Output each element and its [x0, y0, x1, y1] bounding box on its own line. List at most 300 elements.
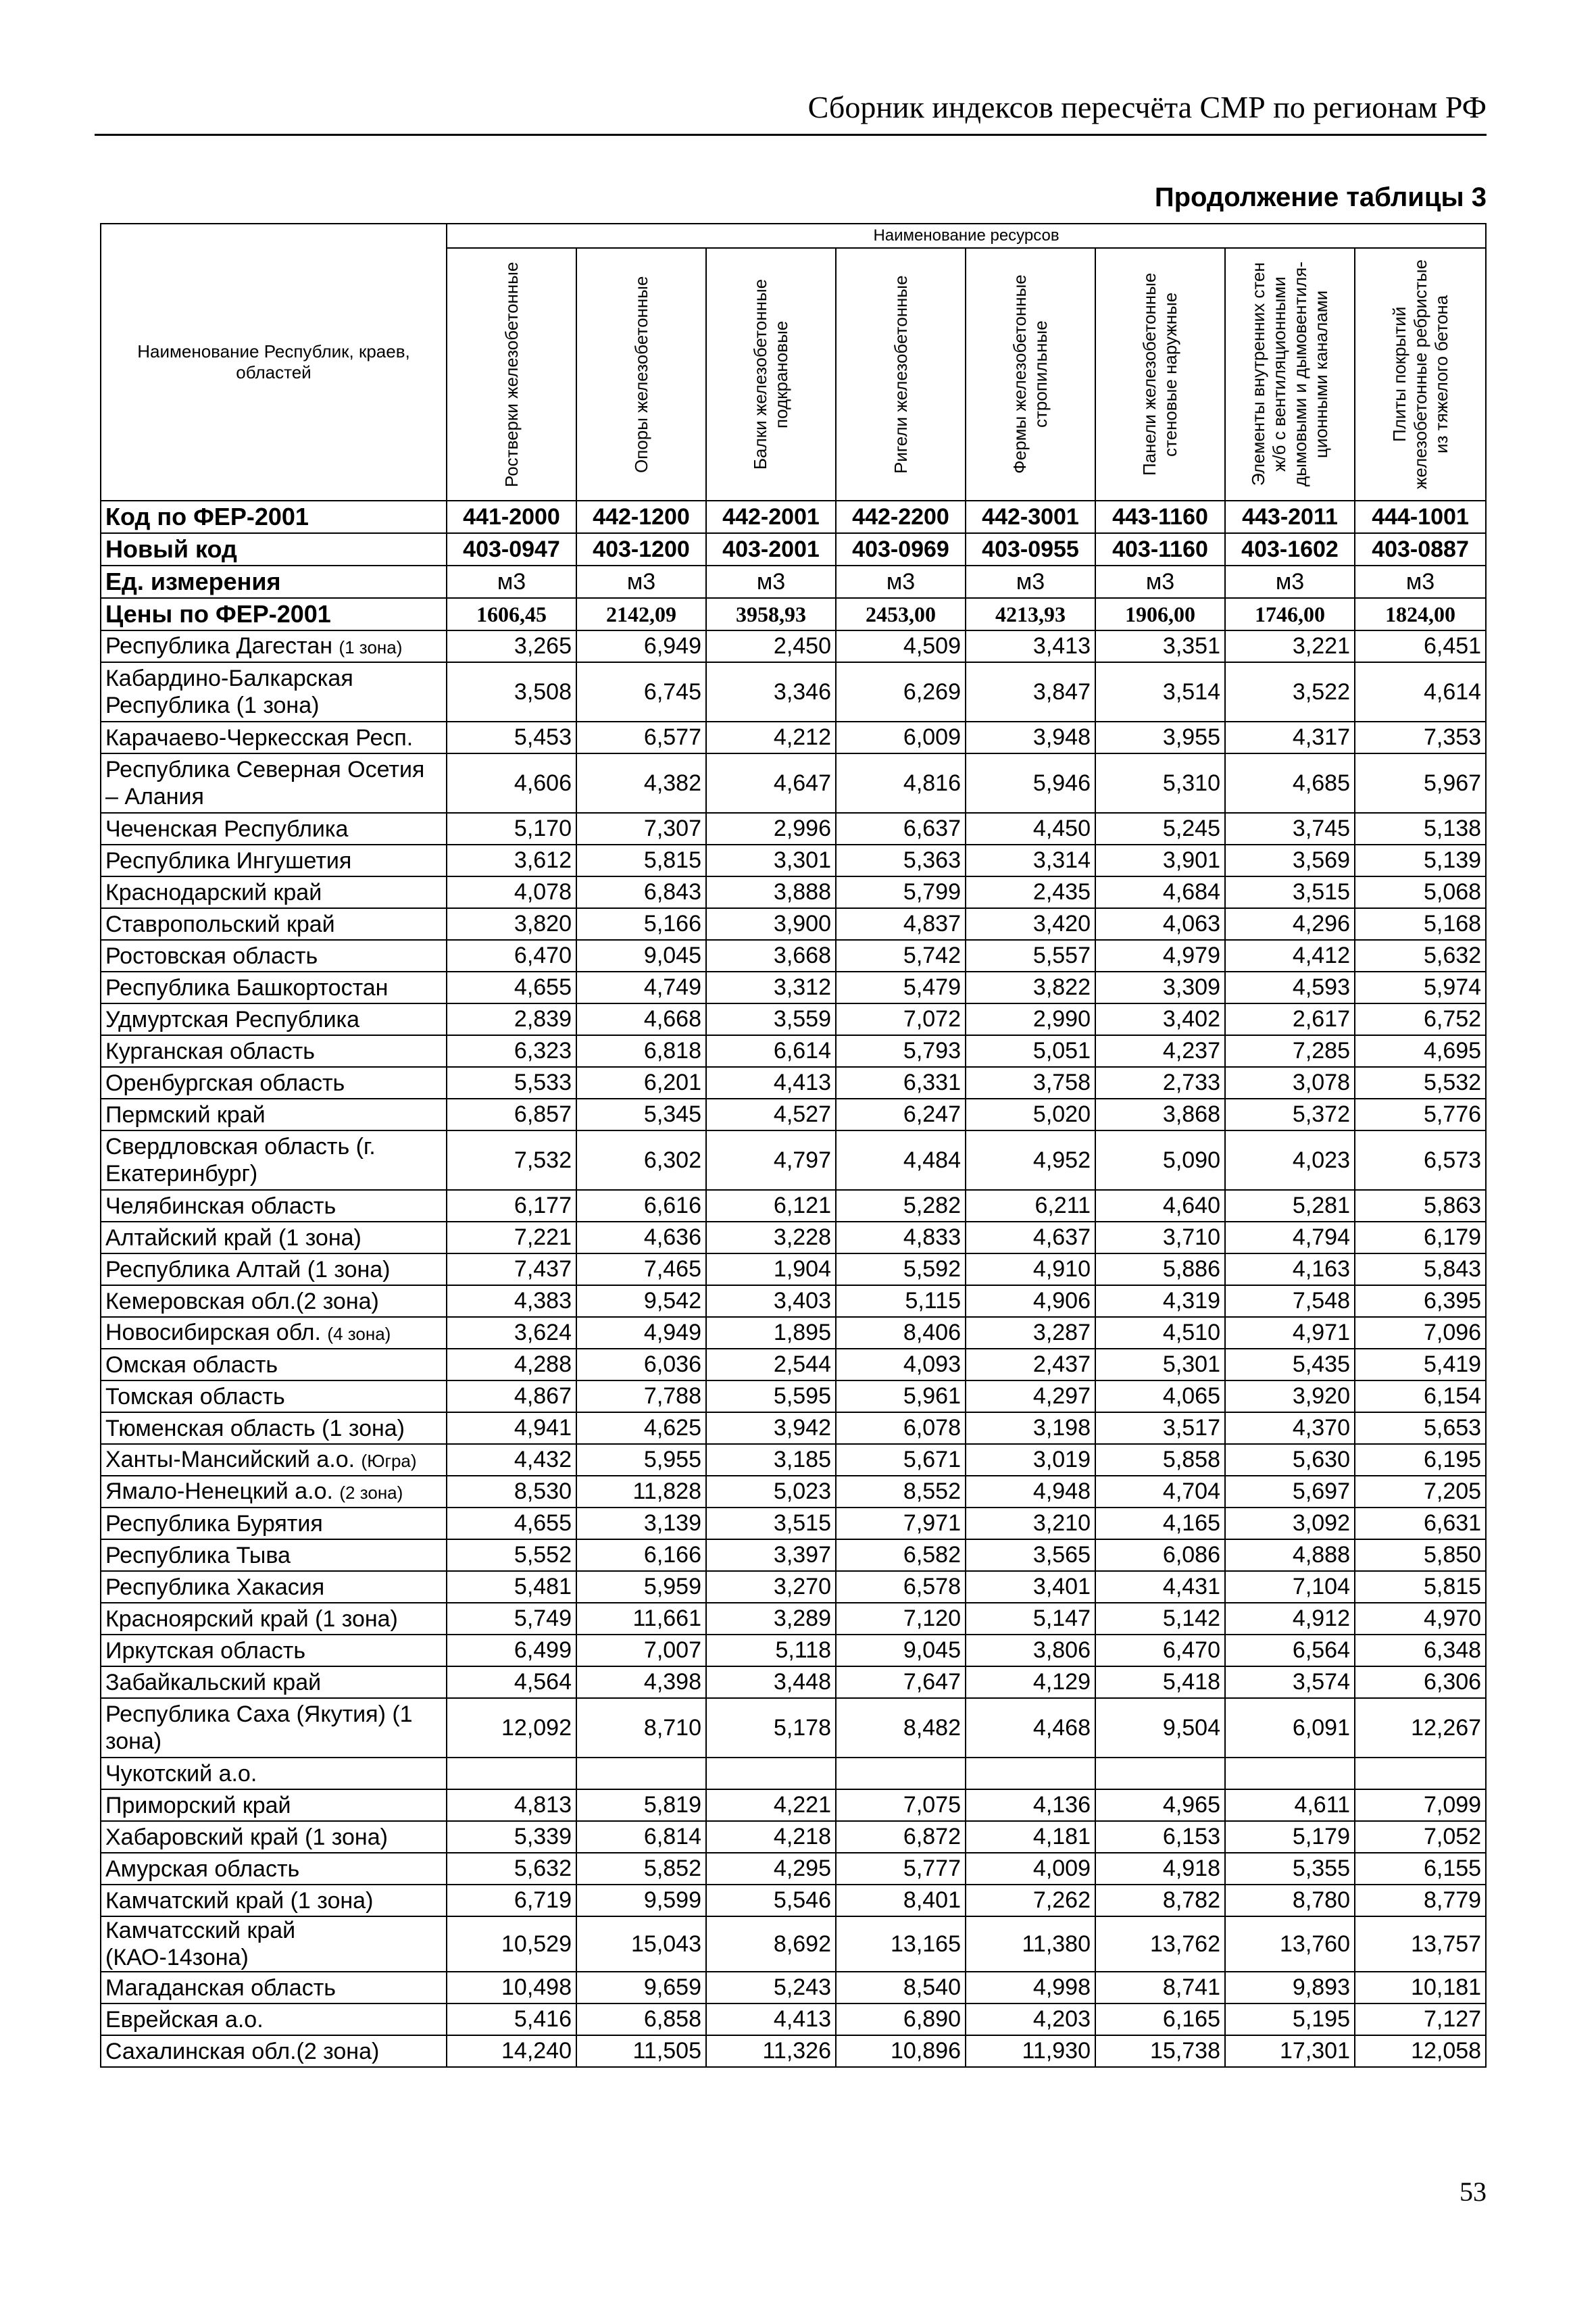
index-value-cell: 4,093: [836, 1349, 966, 1380]
index-value-cell: 4,918: [1095, 1853, 1225, 1885]
index-value-cell: 4,684: [1095, 876, 1225, 908]
index-value-cell: 3,900: [706, 908, 836, 940]
index-value-cell: 4,431: [1095, 1571, 1225, 1603]
index-value-cell: 3,868: [1095, 1099, 1225, 1130]
index-value-cell: 2,839: [447, 1003, 576, 1035]
index-value-cell: 3,668: [706, 940, 836, 972]
index-value-cell: 4,833: [836, 1222, 966, 1253]
index-value-cell: 5,852: [576, 1853, 706, 1885]
index-value-cell: 4,637: [966, 1222, 1095, 1253]
index-value-cell: 5,339: [447, 1821, 576, 1853]
index-value-cell: 6,890: [836, 2003, 966, 2035]
index-value-cell: 5,955: [576, 1444, 706, 1476]
index-value-cell: 5,178: [706, 1698, 836, 1758]
index-value-cell: 10,498: [447, 1972, 576, 2003]
region-name: Республика Северная Осетия – Алания: [105, 757, 425, 810]
region-name-cell: [101, 1853, 447, 1885]
index-value-cell: 2,617: [1225, 1003, 1355, 1035]
index-value-cell: 3,413: [966, 630, 1095, 662]
region-name-cell: [101, 845, 447, 876]
index-value-cell: 5,886: [1095, 1253, 1225, 1285]
index-value-cell: 6,614: [706, 1035, 836, 1067]
index-value-cell: 5,168: [1355, 908, 1486, 940]
meta-row: [101, 533, 1486, 566]
meta-cell: м3: [576, 566, 706, 598]
table-row: [101, 1130, 1486, 1190]
table-row: [101, 1571, 1486, 1603]
index-value-cell: 7,072: [836, 1003, 966, 1035]
index-value-cell: 4,912: [1225, 1603, 1355, 1635]
index-value-cell: 3,847: [966, 662, 1095, 722]
index-value-cell: 3,403: [706, 1285, 836, 1317]
index-value-cell: 5,843: [1355, 1253, 1486, 1285]
index-value-cell: 3,517: [1095, 1412, 1225, 1444]
table-row: [101, 1758, 1486, 1789]
meta-cell: м3: [1355, 566, 1486, 598]
index-value-cell: 5,245: [1095, 813, 1225, 845]
index-value-cell: 4,221: [706, 1789, 836, 1821]
index-value-cell: 5,592: [836, 1253, 966, 1285]
region-name-cell: [101, 1349, 447, 1380]
table-row: [101, 876, 1486, 908]
region-name: Сахалинская обл.(2 зона): [105, 2038, 380, 2064]
region-name: Челябинская область: [105, 1193, 336, 1219]
index-value-cell: 1,895: [706, 1317, 836, 1349]
index-value-cell: 6,451: [1355, 630, 1486, 662]
index-value-cell: 5,815: [1355, 1571, 1486, 1603]
index-value-cell: 5,946: [966, 753, 1095, 813]
region-name-cell: [101, 1190, 447, 1222]
index-value-cell: 6,745: [576, 662, 706, 722]
index-value-cell: 4,065: [1095, 1380, 1225, 1412]
index-value-cell: 4,971: [1225, 1317, 1355, 1349]
index-value-cell: 4,398: [576, 1666, 706, 1698]
index-value-cell: 7,205: [1355, 1476, 1486, 1508]
index-value-cell: 5,742: [836, 940, 966, 972]
meta-row: [101, 566, 1486, 598]
region-name: Ханты-Мансийский а.о.: [105, 1446, 355, 1472]
index-value-cell: 6,564: [1225, 1635, 1355, 1666]
region-name-cell: [101, 1508, 447, 1539]
index-value-cell: 5,363: [836, 845, 966, 876]
index-value-cell: 3,270: [706, 1571, 836, 1603]
index-value-cell: 3,420: [966, 908, 1095, 940]
column-header: [836, 248, 966, 501]
column-header: [706, 248, 836, 501]
index-value-cell: 10,896: [836, 2035, 966, 2067]
index-value-cell: 17,301: [1225, 2035, 1355, 2067]
index-value-cell: 4,317: [1225, 722, 1355, 753]
index-value-cell: 8,401: [836, 1885, 966, 1916]
region-name: Республика Алтай (1 зона): [105, 1256, 391, 1283]
index-value-cell: 3,820: [447, 908, 576, 940]
index-value-cell: 8,780: [1225, 1885, 1355, 1916]
table-row: [101, 662, 1486, 722]
index-value-cell: 7,971: [836, 1508, 966, 1539]
index-value-cell: 3,228: [706, 1222, 836, 1253]
meta-cell: 403-1160: [1095, 533, 1225, 566]
index-value-cell: 5,372: [1225, 1099, 1355, 1130]
index-value-cell: 3,624: [447, 1317, 576, 1349]
index-value-cell: 4,636: [576, 1222, 706, 1253]
index-value-cell: 6,086: [1095, 1539, 1225, 1571]
region-name-cell: [101, 972, 447, 1003]
index-value-cell: 6,165: [1095, 2003, 1225, 2035]
region-name: Амурская область: [105, 1856, 300, 1882]
index-value-cell: 4,813: [447, 1789, 576, 1821]
table-row: [101, 1698, 1486, 1758]
table-row: [101, 1035, 1486, 1067]
table-row: [101, 1476, 1486, 1508]
region-name: Пермский край: [105, 1101, 266, 1128]
region-name-cell: [101, 662, 447, 722]
index-value-cell: 6,195: [1355, 1444, 1486, 1476]
index-value-cell: 5,115: [836, 1285, 966, 1317]
region-name: Свердловская область (г. Екатеринбург): [105, 1134, 376, 1187]
index-value-cell: 4,296: [1225, 908, 1355, 940]
index-value-cell: 7,007: [576, 1635, 706, 1666]
index-value-cell: 3,710: [1095, 1222, 1225, 1253]
index-value-cell: [576, 1758, 706, 1789]
region-name-cell: [101, 630, 447, 662]
index-value-cell: 6,637: [836, 813, 966, 845]
index-value-cell: 3,401: [966, 1571, 1095, 1603]
index-value-cell: 13,760: [1225, 1916, 1355, 1972]
region-name-cell: [101, 1285, 447, 1317]
index-value-cell: 4,163: [1225, 1253, 1355, 1285]
region-name: Ямало-Ненецкий а.о.: [105, 1478, 333, 1504]
index-value-cell: 5,479: [836, 972, 966, 1003]
index-value-cell: 3,078: [1225, 1067, 1355, 1099]
table-row: [101, 1317, 1486, 1349]
column-header: [447, 248, 576, 501]
index-value-cell: 8,530: [447, 1476, 576, 1508]
index-value-cell: 6,091: [1225, 1698, 1355, 1758]
region-name-cell: [101, 1476, 447, 1508]
index-value-cell: 7,127: [1355, 2003, 1486, 2035]
index-value-cell: 4,668: [576, 1003, 706, 1035]
index-value-cell: 2,733: [1095, 1067, 1225, 1099]
table-row: [101, 1789, 1486, 1821]
column-header: [966, 248, 1095, 501]
index-value-cell: 5,416: [447, 2003, 576, 2035]
index-value-cell: 7,104: [1225, 1571, 1355, 1603]
column-header-text: Ригели железобетонные: [890, 275, 911, 474]
index-value-cell: 3,287: [966, 1317, 1095, 1349]
index-value-cell: 4,685: [1225, 753, 1355, 813]
index-value-cell: 7,437: [447, 1253, 576, 1285]
index-value-cell: 4,237: [1095, 1035, 1225, 1067]
index-value-cell: 5,858: [1095, 1444, 1225, 1476]
index-value-cell: 9,045: [576, 940, 706, 972]
meta-row: [101, 501, 1486, 533]
index-value-cell: 2,450: [706, 630, 836, 662]
index-value-cell: 3,948: [966, 722, 1095, 753]
index-value-cell: 3,198: [966, 1412, 1095, 1444]
meta-cell: 443-1160: [1095, 501, 1225, 533]
column-header-text: Плиты покрытий железобетонные ребристые из тяжелого бетона: [1389, 259, 1451, 490]
column-header-text: Балки железобетонные подкрановые: [750, 278, 791, 470]
region-name-cell: [101, 1758, 447, 1789]
index-value-cell: [447, 1758, 576, 1789]
index-value-cell: 5,166: [576, 908, 706, 940]
index-value-cell: 3,559: [706, 1003, 836, 1035]
index-value-cell: 11,326: [706, 2035, 836, 2067]
region-name: Республика Ингушетия: [105, 847, 352, 874]
index-value-cell: 4,593: [1225, 972, 1355, 1003]
index-value-cell: 7,465: [576, 1253, 706, 1285]
meta-cell: м3: [1225, 566, 1355, 598]
index-value-cell: 4,867: [447, 1380, 576, 1412]
region-name: Иркутская область: [105, 1637, 306, 1664]
index-value-cell: 9,542: [576, 1285, 706, 1317]
region-name-cell: [101, 1885, 447, 1916]
index-value-cell: 9,504: [1095, 1698, 1225, 1758]
index-value-cell: 3,515: [706, 1508, 836, 1539]
index-value-cell: 14,240: [447, 2035, 576, 2067]
index-value-cell: 4,412: [1225, 940, 1355, 972]
index-value-cell: 3,289: [706, 1603, 836, 1635]
index-value-cell: 6,078: [836, 1412, 966, 1444]
index-value-cell: 5,345: [576, 1099, 706, 1130]
region-name: Томская область: [105, 1383, 285, 1410]
index-value-cell: 5,453: [447, 722, 576, 753]
index-value-cell: 7,099: [1355, 1789, 1486, 1821]
index-value-cell: 5,138: [1355, 813, 1486, 845]
region-name-cell: [101, 1222, 447, 1253]
meta-cell: 443-2011: [1225, 501, 1355, 533]
table-row: [101, 1253, 1486, 1285]
header-rule: [95, 134, 1487, 136]
index-value-cell: 8,482: [836, 1698, 966, 1758]
index-value-cell: 12,092: [447, 1698, 576, 1758]
index-value-cell: 5,533: [447, 1067, 576, 1099]
index-value-cell: 4,063: [1095, 908, 1225, 940]
index-value-cell: 4,484: [836, 1130, 966, 1190]
meta-row-label: Ед. измерения: [101, 566, 447, 598]
table-row: [101, 1666, 1486, 1698]
region-name-cell: [101, 1698, 447, 1758]
index-value-cell: 5,170: [447, 813, 576, 845]
region-name: Алтайский край (1 зона): [105, 1224, 361, 1251]
region-name: Кемеровская обл.(2 зона): [105, 1288, 379, 1314]
region-name-cell: [101, 1253, 447, 1285]
index-value-cell: 5,819: [576, 1789, 706, 1821]
index-value-cell: 7,120: [836, 1603, 966, 1635]
index-value-cell: 4,837: [836, 908, 966, 940]
index-value-cell: 4,704: [1095, 1476, 1225, 1508]
region-name: Карачаево-Черкесская Респ.: [105, 724, 414, 751]
region-name: Чеченская Республика: [105, 816, 349, 842]
region-name-cell: [101, 1789, 447, 1821]
index-value-cell: 3,397: [706, 1539, 836, 1571]
index-value-cell: 7,221: [447, 1222, 576, 1253]
region-name-cell: [101, 1003, 447, 1035]
index-value-cell: 6,155: [1355, 1853, 1486, 1885]
region-name: Республика Дагестан: [105, 632, 333, 659]
index-value-cell: 4,625: [576, 1412, 706, 1444]
region-name: Омская область: [105, 1351, 278, 1378]
index-value-cell: 6,949: [576, 630, 706, 662]
index-value-cell: 4,468: [966, 1698, 1095, 1758]
index-value-cell: 3,942: [706, 1412, 836, 1444]
index-value-cell: 6,247: [836, 1099, 966, 1130]
index-value-cell: 6,872: [836, 1821, 966, 1853]
index-value-cell: 4,640: [1095, 1190, 1225, 1222]
index-value-cell: 5,793: [836, 1035, 966, 1067]
index-value-cell: 5,749: [447, 1603, 576, 1635]
index-value-cell: [836, 1758, 966, 1789]
index-value-cell: 4,979: [1095, 940, 1225, 972]
index-value-cell: 8,741: [1095, 1972, 1225, 2003]
index-value-cell: 6,036: [576, 1349, 706, 1380]
region-name-cell: [101, 1539, 447, 1571]
index-value-cell: 4,413: [706, 1067, 836, 1099]
index-value-cell: 4,370: [1225, 1412, 1355, 1444]
index-value-cell: 3,092: [1225, 1508, 1355, 1539]
index-value-cell: 3,522: [1225, 662, 1355, 722]
index-value-cell: 2,996: [706, 813, 836, 845]
index-value-cell: 6,858: [576, 2003, 706, 2035]
index-value-cell: 5,653: [1355, 1412, 1486, 1444]
resource-group-header: Наименование ресурсов: [447, 224, 1486, 248]
index-value-cell: 15,043: [576, 1916, 706, 1972]
table-row: [101, 1603, 1486, 1635]
index-value-cell: 4,288: [447, 1349, 576, 1380]
index-value-cell: 5,020: [966, 1099, 1095, 1130]
index-value-cell: 5,118: [706, 1635, 836, 1666]
index-value-cell: 6,211: [966, 1190, 1095, 1222]
index-value-cell: 5,281: [1225, 1190, 1355, 1222]
index-value-cell: 4,432: [447, 1444, 576, 1476]
column-header-text: Элементы внутренних стен ж/б с вентиляционными дымовыми и дымовентиля-ционными каналами: [1248, 262, 1331, 487]
region-name-cell: [101, 1035, 447, 1067]
index-value-cell: 4,749: [576, 972, 706, 1003]
index-value-cell: 5,419: [1355, 1349, 1486, 1380]
index-value-cell: 4,009: [966, 1853, 1095, 1885]
index-value-cell: 6,578: [836, 1571, 966, 1603]
table-row: [101, 1067, 1486, 1099]
index-value-cell: 12,267: [1355, 1698, 1486, 1758]
table-row: [101, 1222, 1486, 1253]
region-name: Магаданская область: [105, 1974, 336, 2001]
meta-row-label: Цены по ФЕР-2001: [101, 598, 447, 630]
index-value-cell: 3,955: [1095, 722, 1225, 753]
index-value-cell: 5,546: [706, 1885, 836, 1916]
region-name-cell: [101, 1635, 447, 1666]
index-value-cell: [1355, 1758, 1486, 1789]
index-value-cell: 6,154: [1355, 1380, 1486, 1412]
index-value-cell: 5,051: [966, 1035, 1095, 1067]
index-value-cell: 15,738: [1095, 2035, 1225, 2067]
meta-cell: 1606,45: [447, 598, 576, 630]
index-value-cell: 4,165: [1095, 1508, 1225, 1539]
index-value-cell: 5,090: [1095, 1130, 1225, 1190]
region-index-table: [100, 223, 1487, 2068]
table-row: [101, 1916, 1486, 1972]
index-value-cell: 4,295: [706, 1853, 836, 1885]
column-header-text: Панели железобетонные стеновые наружные: [1139, 272, 1180, 476]
index-value-cell: 5,863: [1355, 1190, 1486, 1222]
index-value-cell: 10,529: [447, 1916, 576, 1972]
index-value-cell: 4,413: [706, 2003, 836, 2035]
meta-cell: м3: [1095, 566, 1225, 598]
table-row: [101, 753, 1486, 813]
index-value-cell: 6,348: [1355, 1635, 1486, 1666]
column-header-text: Ростверки железобетонные: [501, 262, 522, 487]
meta-row-label: Код по ФЕР-2001: [101, 501, 447, 533]
index-value-cell: 5,777: [836, 1853, 966, 1885]
table-row: [101, 1285, 1486, 1317]
index-value-cell: 4,136: [966, 1789, 1095, 1821]
index-value-cell: 3,019: [966, 1444, 1095, 1476]
index-value-cell: 4,383: [447, 1285, 576, 1317]
table-row: [101, 1885, 1486, 1916]
index-value-cell: 6,201: [576, 1067, 706, 1099]
region-name-cell: [101, 940, 447, 972]
index-value-cell: 3,265: [447, 630, 576, 662]
index-value-cell: 3,346: [706, 662, 836, 722]
meta-cell: 1746,00: [1225, 598, 1355, 630]
index-value-cell: 5,301: [1095, 1349, 1225, 1380]
table-row: [101, 908, 1486, 940]
index-value-cell: 3,402: [1095, 1003, 1225, 1035]
index-value-cell: 6,470: [447, 940, 576, 972]
index-value-cell: 3,745: [1225, 813, 1355, 845]
index-value-cell: 1,904: [706, 1253, 836, 1285]
table-row: [101, 1190, 1486, 1222]
region-name: Курганская область: [105, 1038, 315, 1064]
index-value-cell: 5,632: [1355, 940, 1486, 972]
region-name-cell: [101, 1099, 447, 1130]
index-value-cell: 13,165: [836, 1916, 966, 1972]
index-value-cell: 8,406: [836, 1317, 966, 1349]
index-value-cell: 6,573: [1355, 1130, 1486, 1190]
table-row: [101, 1099, 1486, 1130]
column-header-text: Фермы железобетонные стропильные: [1009, 274, 1051, 474]
index-value-cell: 5,142: [1095, 1603, 1225, 1635]
region-zone-note: (4 зона): [327, 1323, 391, 1344]
region-zone-note: (2 зона): [339, 1482, 403, 1503]
index-value-cell: 5,310: [1095, 753, 1225, 813]
index-value-cell: 4,203: [966, 2003, 1095, 2035]
table-row: [101, 972, 1486, 1003]
index-value-cell: 6,306: [1355, 1666, 1486, 1698]
region-zone-note: (Югра): [361, 1450, 417, 1471]
index-value-cell: 9,893: [1225, 1972, 1355, 2003]
index-value-cell: 4,952: [966, 1130, 1095, 1190]
index-value-cell: 4,941: [447, 1412, 576, 1444]
meta-cell: 442-2200: [836, 501, 966, 533]
index-value-cell: 8,779: [1355, 1885, 1486, 1916]
index-value-cell: 10,181: [1355, 1972, 1486, 2003]
region-name-cell: [101, 2003, 447, 2035]
index-value-cell: 6,843: [576, 876, 706, 908]
index-value-cell: 8,782: [1095, 1885, 1225, 1916]
region-name: Республика Башкортостан: [105, 974, 389, 1001]
meta-cell: 403-1200: [576, 533, 706, 566]
region-name-cell: [101, 722, 447, 753]
index-value-cell: 6,631: [1355, 1508, 1486, 1539]
region-name-cell: [101, 1916, 447, 1972]
index-value-cell: 4,078: [447, 876, 576, 908]
index-value-cell: 6,179: [1355, 1222, 1486, 1253]
column-header: [1095, 248, 1225, 501]
index-value-cell: 4,611: [1225, 1789, 1355, 1821]
region-name: Хабаровский край (1 зона): [105, 1824, 388, 1850]
index-value-cell: 6,153: [1095, 1821, 1225, 1853]
region-name: Удмуртская Республика: [105, 1006, 360, 1032]
